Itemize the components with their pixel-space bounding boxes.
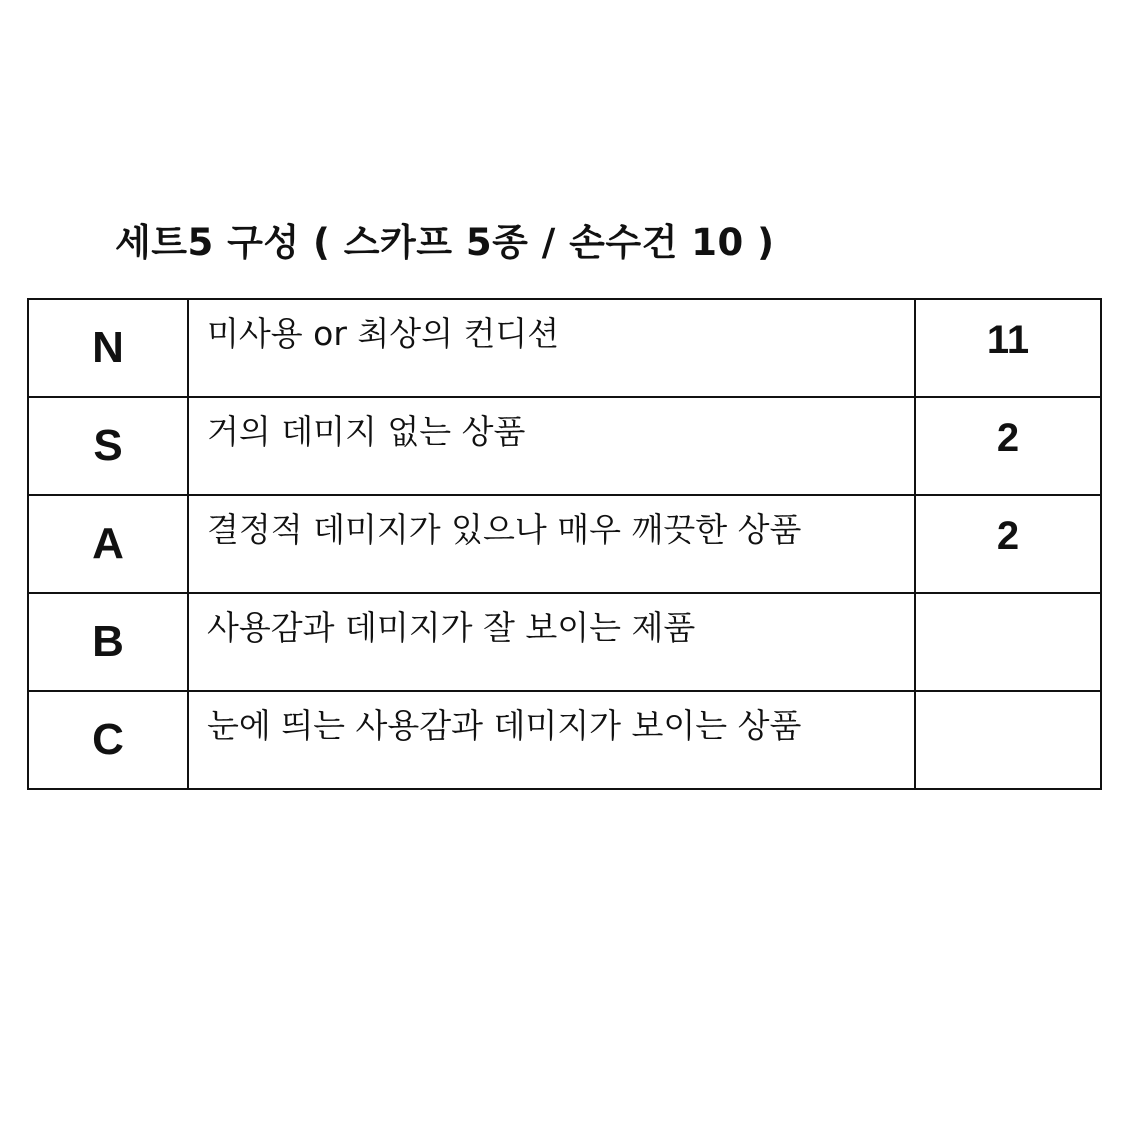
- description-cell: 눈에 띄는 사용감과 데미지가 보이는 상품: [188, 691, 915, 789]
- count-cell: 2: [915, 397, 1101, 495]
- description-cell: 미사용 or 최상의 컨디션: [188, 299, 915, 397]
- description-cell: 사용감과 데미지가 잘 보이는 제품: [188, 593, 915, 691]
- table-row: [28, 593, 1101, 691]
- grade-cell: C: [28, 691, 188, 789]
- grade-table: [27, 298, 1102, 790]
- table-row: [28, 691, 1101, 789]
- count-cell: 11: [915, 299, 1101, 397]
- description-cell: 거의 데미지 없는 상품: [188, 397, 915, 495]
- grade-cell: S: [28, 397, 188, 495]
- count-cell: 2: [915, 495, 1101, 593]
- description-cell: 결정적 데미지가 있으나 매우 깨끗한 상품: [188, 495, 915, 593]
- grade-cell: B: [28, 593, 188, 691]
- table-row: [28, 299, 1101, 397]
- table-row: [28, 495, 1101, 593]
- grade-cell: N: [28, 299, 188, 397]
- count-cell: [915, 691, 1101, 789]
- table-row: [28, 397, 1101, 495]
- page-title: 세트5 구성 ( 스카프 5종 / 손수건 10 ): [115, 221, 775, 264]
- grade-cell: A: [28, 495, 188, 593]
- count-cell: [915, 593, 1101, 691]
